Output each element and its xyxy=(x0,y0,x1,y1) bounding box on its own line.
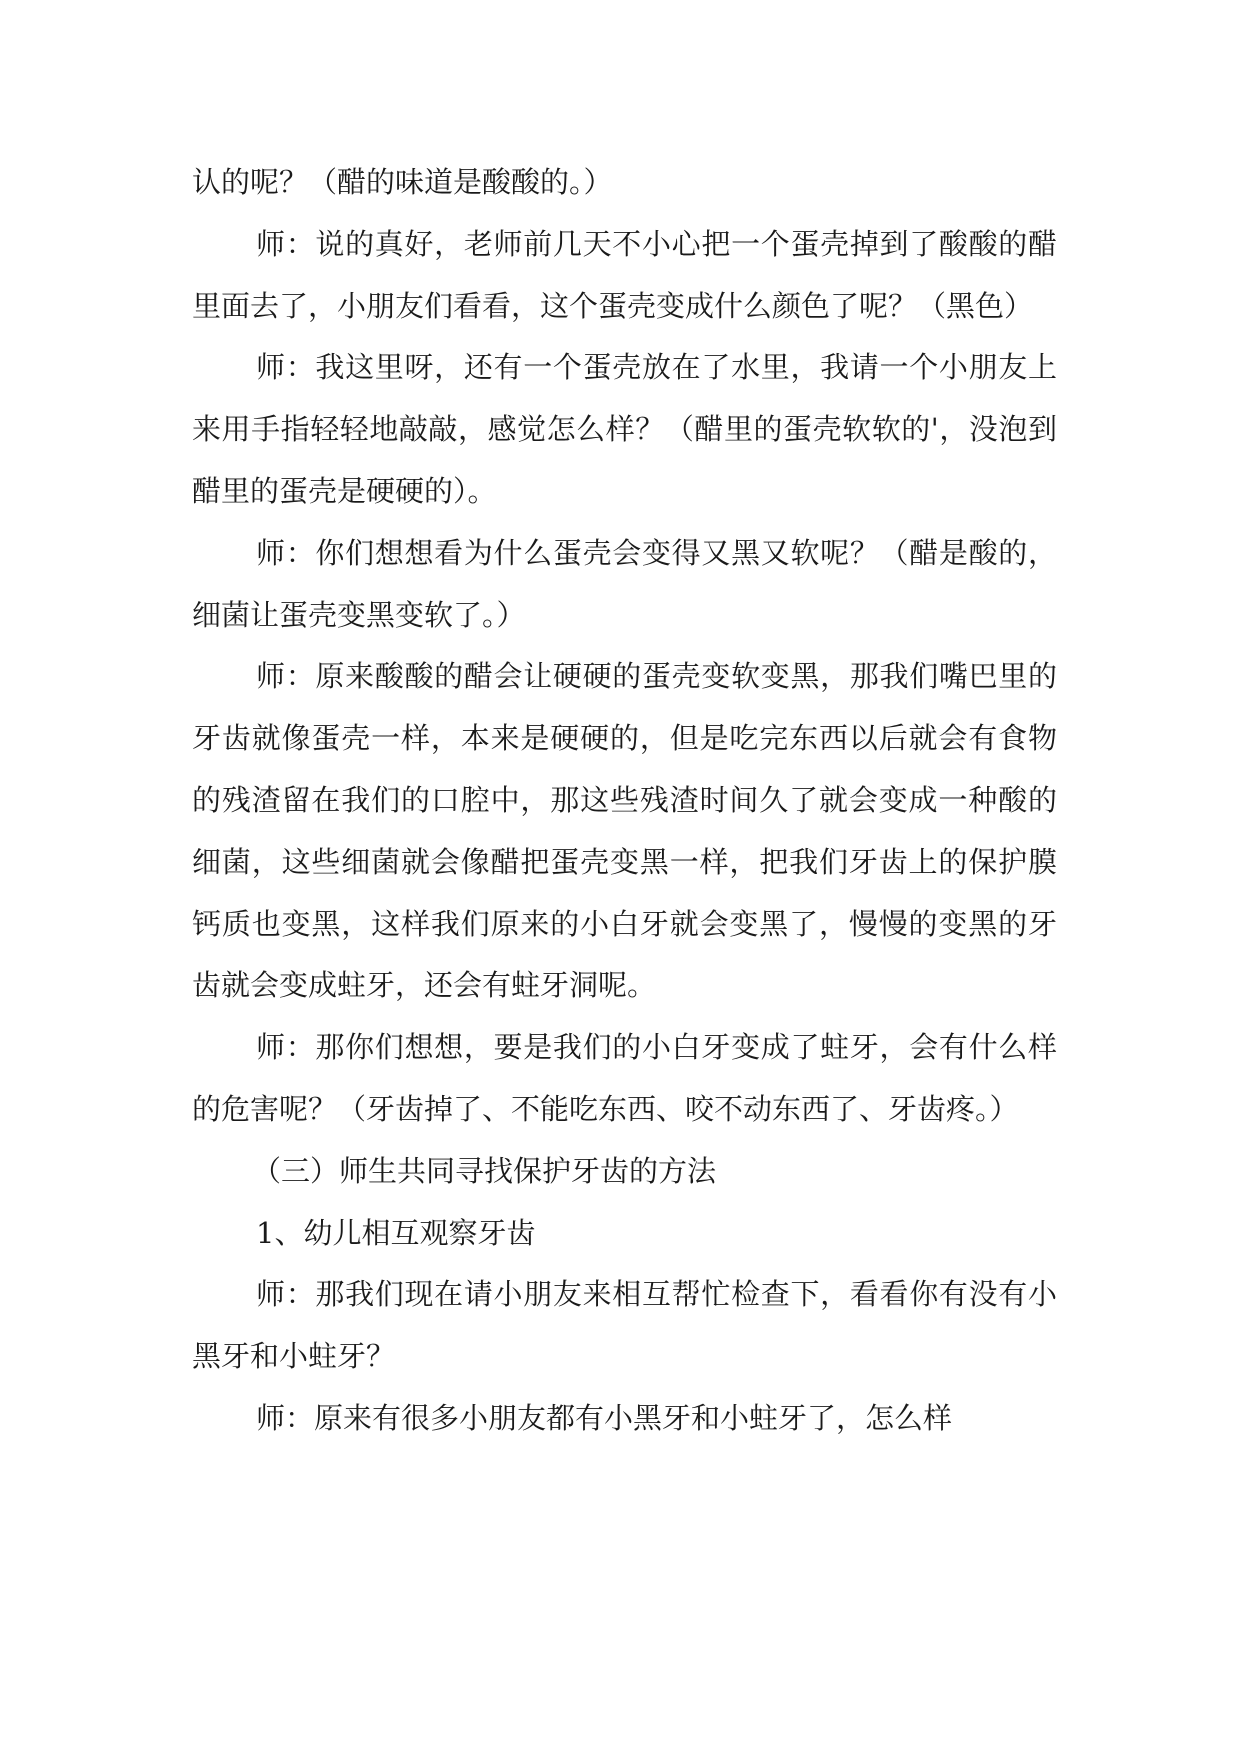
document-page xyxy=(192,152,1057,1450)
paragraph: 认的呢？（醋的味道是酸酸的。） xyxy=(192,165,613,199)
paragraph: 师：那你们想想，要是我们的小白牙变成了蛀牙，会有什么样的危害呢？（牙齿掉了、不能吃东西、咬不动东西了、牙齿疼。） xyxy=(192,1030,1057,1126)
paragraph: 师：我这里呀，还有一个蛋壳放在了水里，我请一个小朋友上来用手指轻轻地敲敲，感觉怎么样？（醋里的蛋壳软软的'，没泡到醋里的蛋壳是硬硬的）。 xyxy=(192,350,1057,508)
paragraph: 师：你们想想看为什么蛋壳会变得又黑又软呢？（醋是酸的，细菌让蛋壳变黑变软了。） xyxy=(192,535,1057,632)
list-item-heading: 1、幼儿相互观察牙齿 xyxy=(256,1215,536,1250)
paragraph: 师：原来酸酸的醋会让硬硬的蛋壳变软变黑，那我们嘴巴里的牙齿就像蛋壳一样，本来是硬硬的，但是吃完东西以后就会有食物的残渣留在我们的口腔中，那这些残渣时间久了就会变成一种酸的细菌，这些细菌就会像醋把蛋壳变黑一样，把我们牙齿上的保护膜钙质也变黑，这样我们原来的小白牙就会变黑了，慢慢的变黑的牙齿就会变成蛀牙，还会有蛀牙洞呢。 xyxy=(192,659,1057,1003)
section-heading: （三）师生共同寻找保护牙齿的方法 xyxy=(252,1153,717,1188)
paragraph: 师：那我们现在请小朋友来相互帮忙检查下，看看你有没有小黑牙和小蛀牙？ xyxy=(192,1277,1057,1374)
paragraph: 师：说的真好，老师前几天不小心把一个蛋壳掉到了酸酸的醋里面去了，小朋友们看看，这个蛋壳变成什么颜色了呢？（黑色） xyxy=(192,226,1057,323)
paragraph: 师：原来有很多小朋友都有小黑牙和小蛀牙了，怎么样 xyxy=(256,1400,953,1435)
